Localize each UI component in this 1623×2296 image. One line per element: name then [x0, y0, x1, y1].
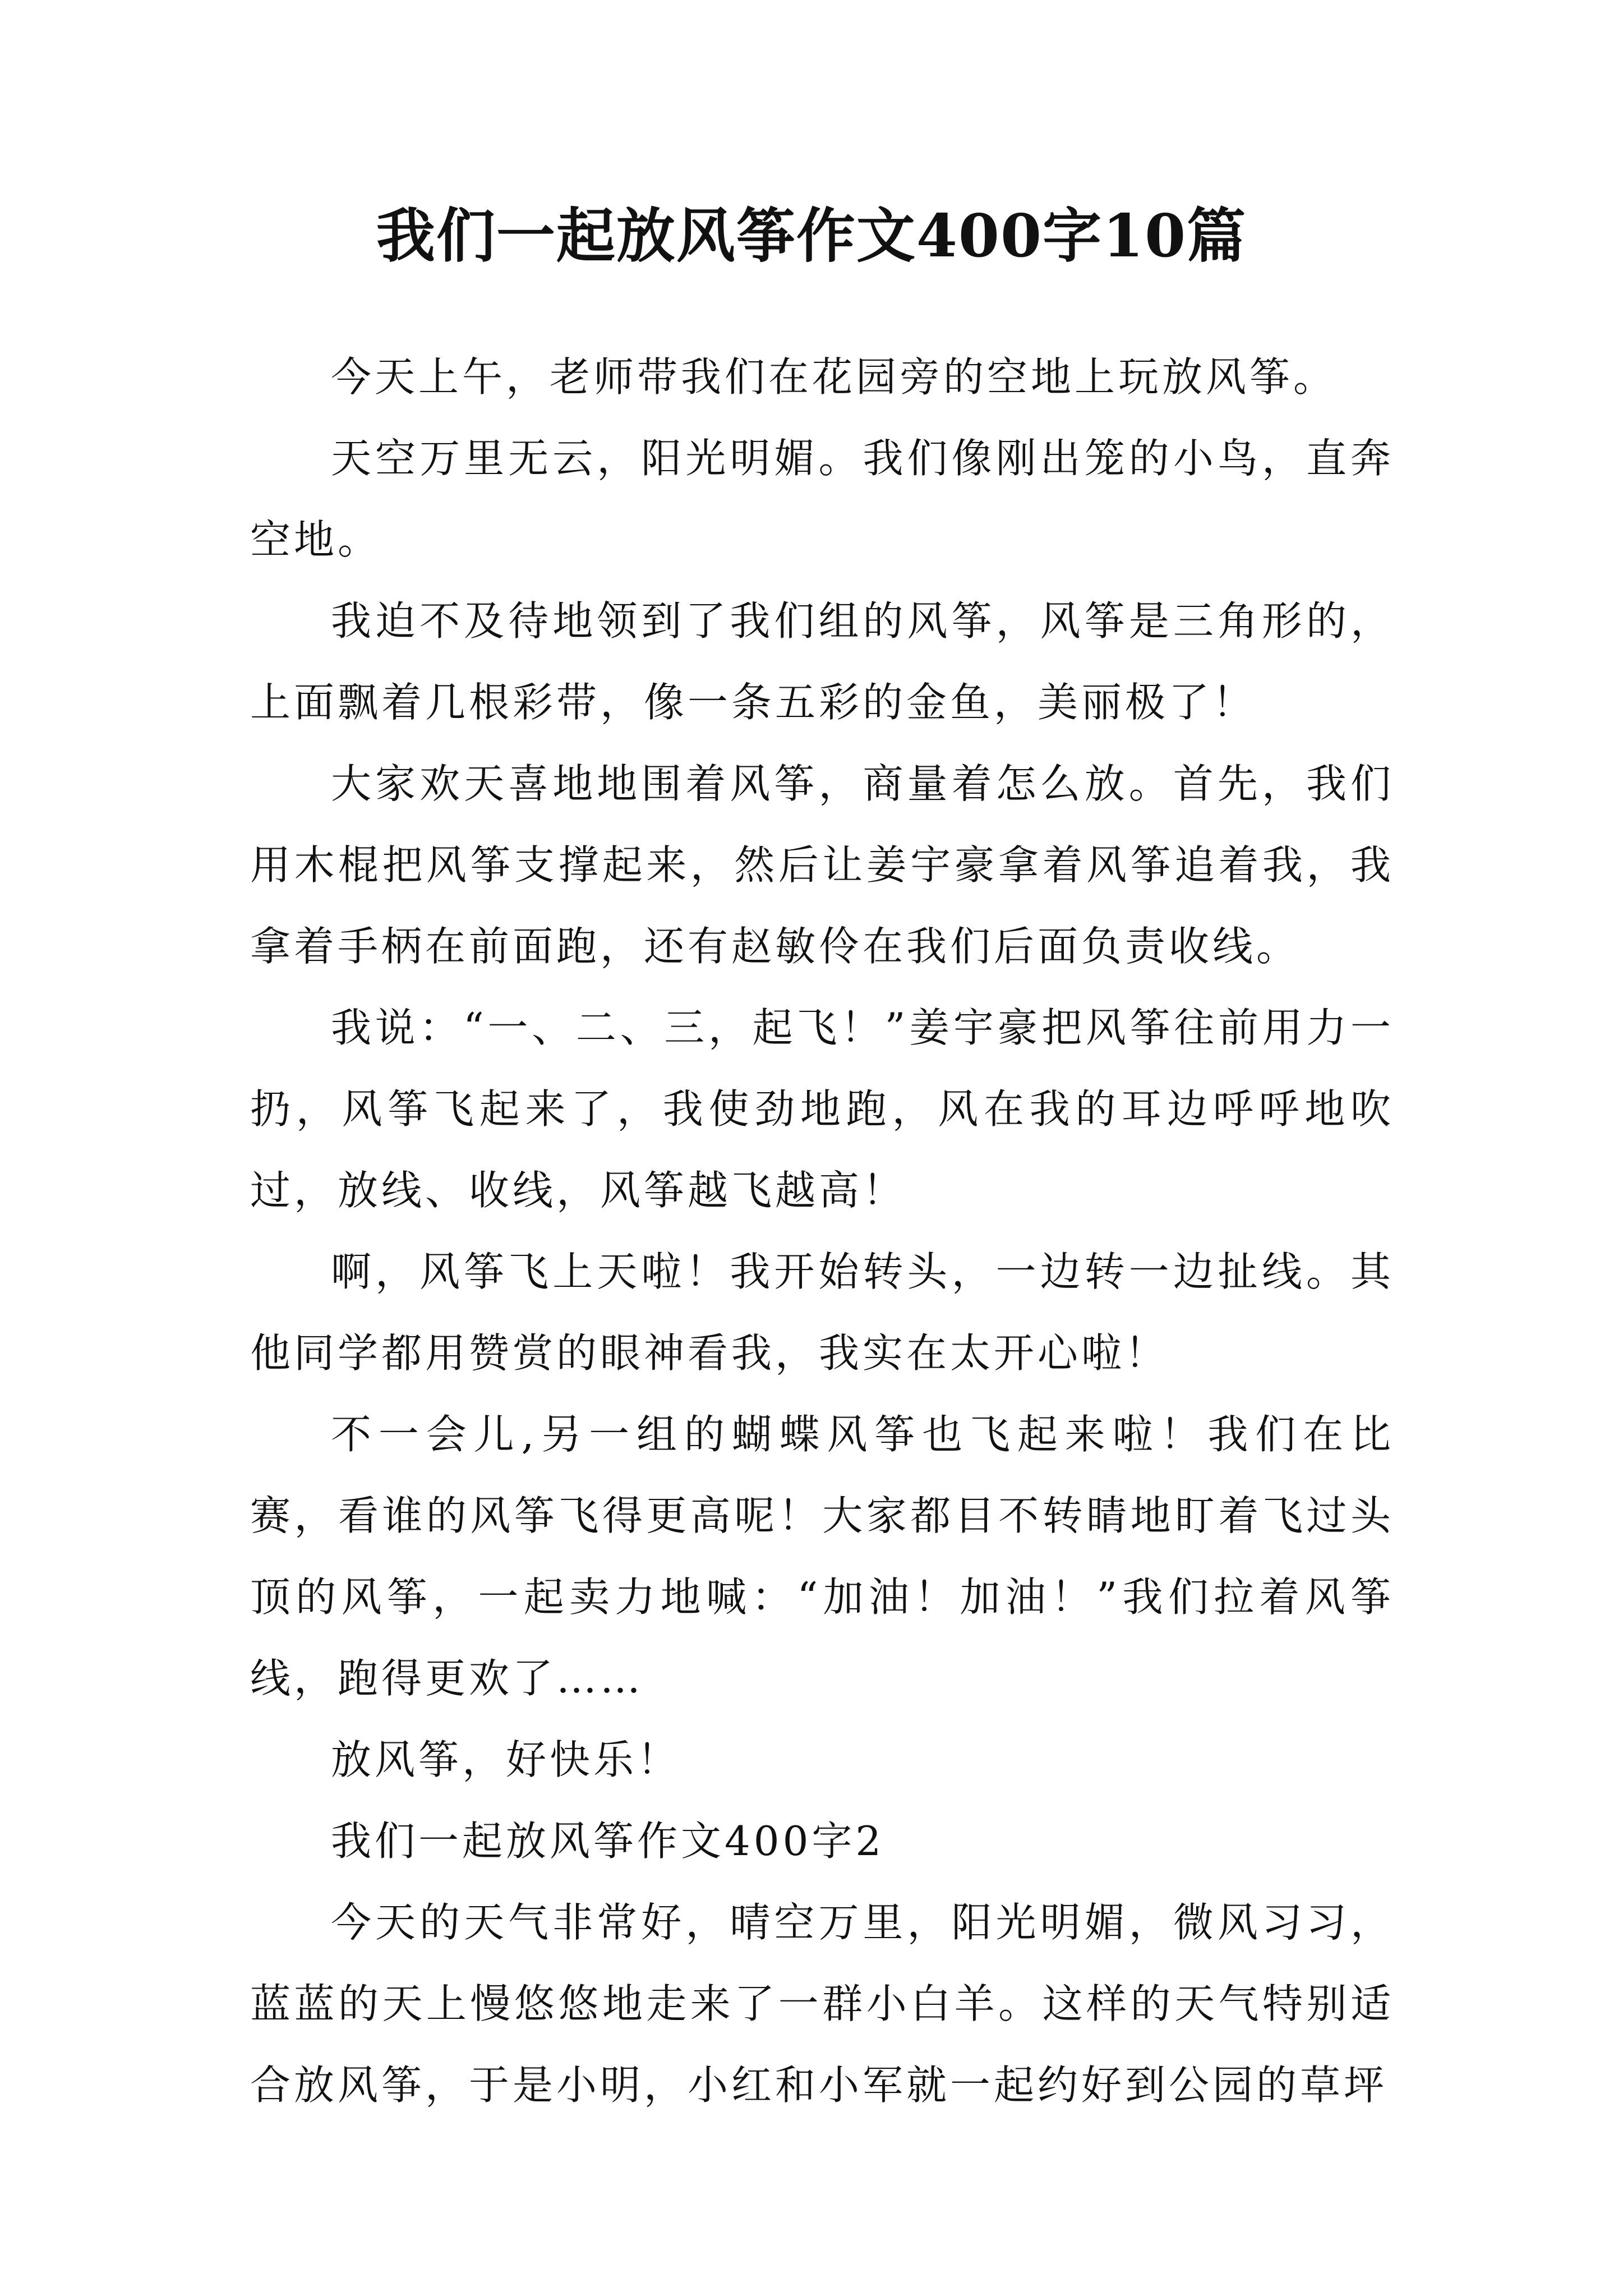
paragraph: 我迫不及待地领到了我们组的风筝，风筝是三角形的，上面飘着几根彩带，像一条五彩的金鱼，美丽极了！ [250, 597, 1394, 726]
paragraph: 今天上午，老师带我们在花园旁的空地上玩放风筝。 [331, 353, 1338, 401]
paragraph: 我说：“一、二、三，起飞！”姜宇豪把风筝往前用力一扔，风筝飞起来了，我使劲地跑，风在我的耳边呼呼地吹过，放线、收线，风筝越飞越高！ [250, 1004, 1394, 1214]
paragraph: 不一会儿,另一组的蝴蝶风筝也飞起来啦！我们在比赛，看谁的风筝飞得更高呢！大家都目不转睛地盯着飞过头顶的风筝，一起卖力地喊：“加油！加油！”我们拉着风筝线，跑得更欢了…… [250, 1411, 1394, 1702]
document-title: 我们一起放风筝作文400字10篇 [376, 201, 1247, 270]
paragraph: 大家欢天喜地地围着风筝，商量着怎么放。首先，我们用木棍把风筝支撑起来，然后让姜宇豪拿着风筝追着我，我拿着手柄在前面跑，还有赵敏伶在我们后面负责收线。 [250, 760, 1394, 970]
section-heading: 我们一起放风筝作文400字2 [331, 1818, 885, 1865]
paragraph: 啊，风筝飞上天啦！我开始转头，一边转一边扯线。其他同学都用赞赏的眼神看我，我实在太开心啦！ [250, 1248, 1394, 1377]
paragraph: 天空万里无云，阳光明媚。我们像刚出笼的小鸟，直奔空地。 [250, 435, 1394, 563]
paragraph: 今天的天气非常好，晴空万里，阳光明媚，微风习习，蓝蓝的天上慢悠悠地走来了一群小白羊。这样的天气特别适合放风筝，于是小明，小红和小军就一起约好到公园的草坪 [250, 1899, 1394, 2109]
paragraph: 放风筝，好快乐！ [331, 1736, 681, 1783]
document-body [250, 337, 1394, 2126]
